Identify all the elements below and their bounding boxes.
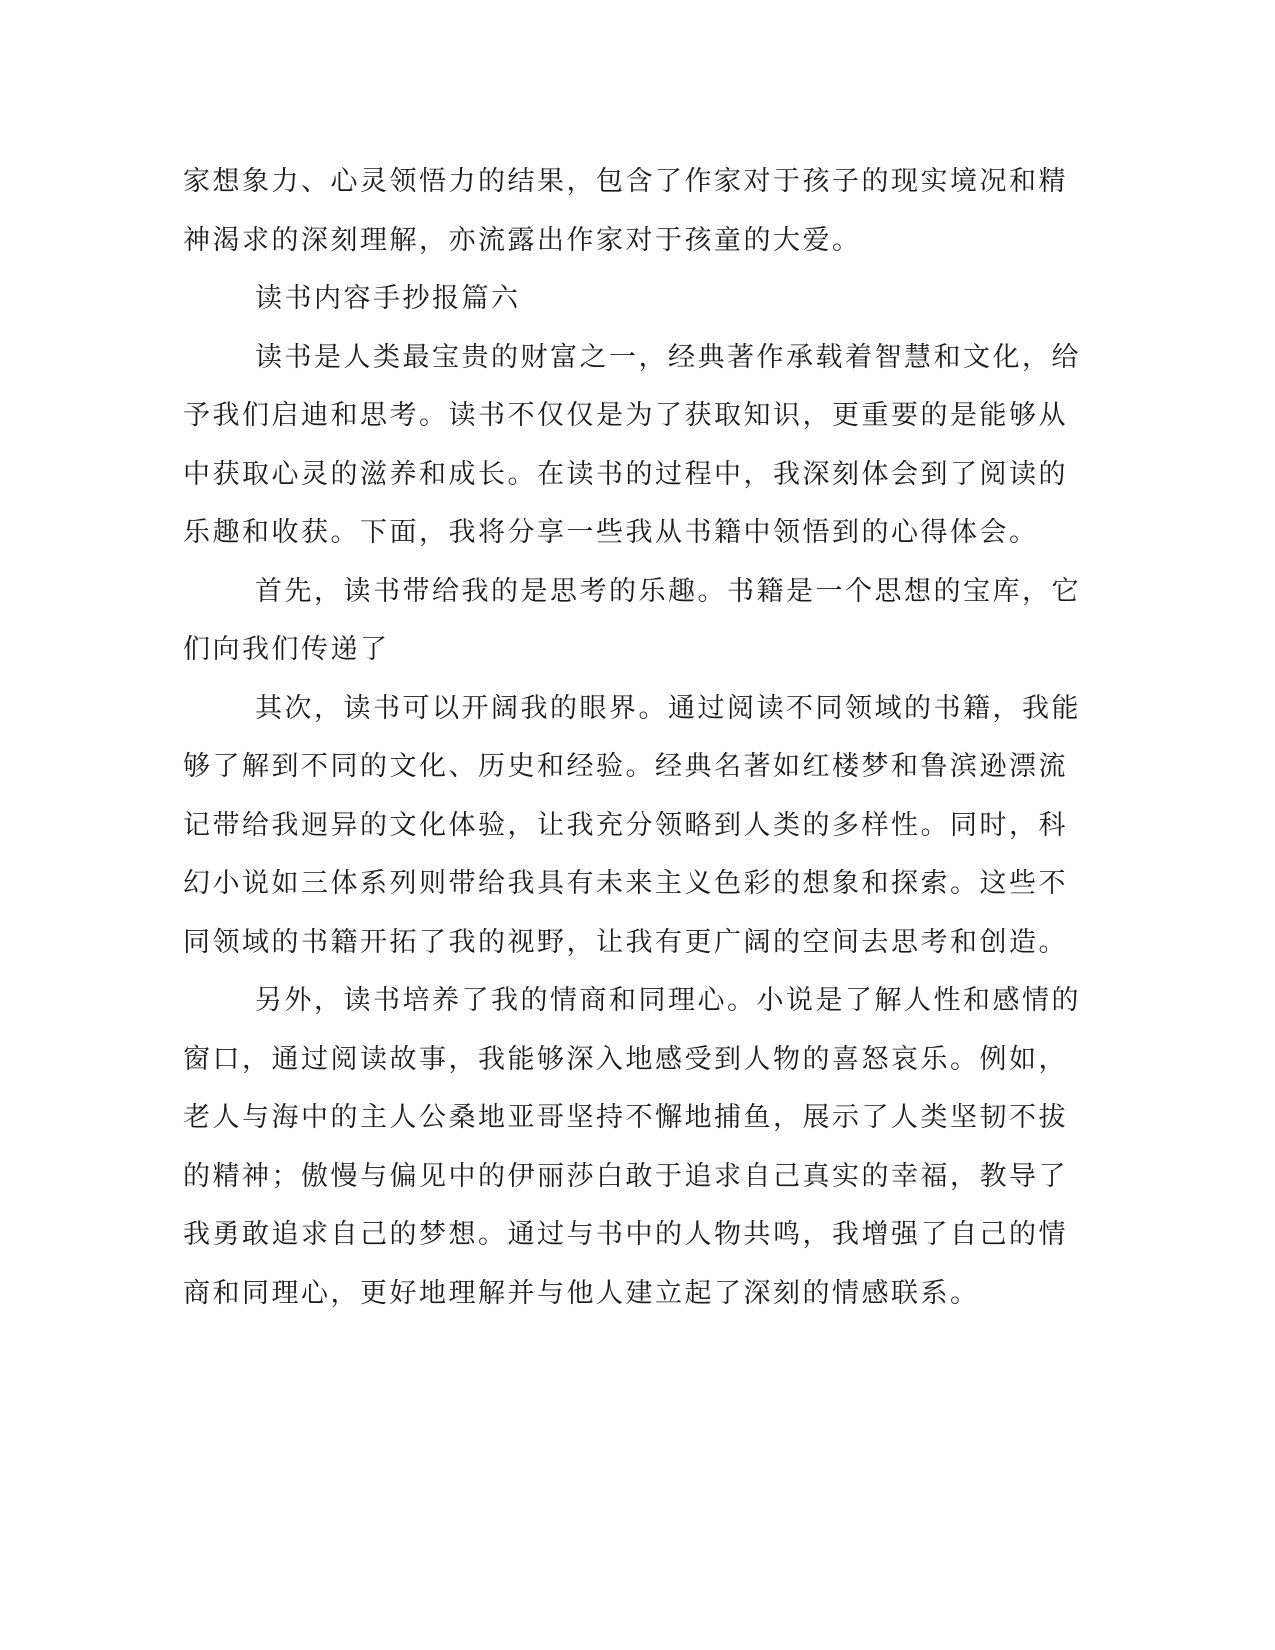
text-line: 读书是人类最宝贵的财富之一，经典著作承载着智慧和文化，给 [255,341,1081,373]
text-line: 乐趣和收获。下面，我将分享一些我从书籍中领悟到的心得体会。 [183,517,1039,548]
text-line: 的精神；傲慢与偏见中的伊丽莎白敢于追求自己真实的幸福，教导了 [183,1160,1068,1192]
text-line: 另外，读书培养了我的情商和同理心。小说是了解人性和感情的 [255,985,1081,1016]
text-line: 神渴求的深刻理解，亦流露出作家对于孩童的大爱。 [183,224,862,256]
section-heading: 读书内容手抄报篇六 [255,283,521,314]
text-line: 记带给我迥异的文化体验，让我充分领略到人类的多样性。同时，科 [183,809,1068,841]
text-line: 幻小说如三体系列则带给我具有未来主义色彩的想象和探索。这些不 [183,868,1068,899]
text-line: 老人与海中的主人公桑地亚哥坚持不懈地捕鱼，展示了人类坚韧不拔 [183,1102,1068,1133]
text-line: 家想象力、心灵领悟力的结果，包含了作家对于孩子的现实境况和精 [183,166,1068,197]
text-line: 我勇敢追求自己的梦想。通过与书中的人物共鸣，我增强了自己的情 [183,1219,1068,1250]
text-line: 首先，读书带给我的是思考的乐趣。书籍是一个思想的宝库，它 [255,575,1081,607]
text-line: 们向我们传递了 [183,634,390,665]
text-line: 其次，读书可以开阔我的眼界。通过阅读不同领域的书籍，我能 [255,692,1081,724]
text-line: 同领域的书籍开拓了我的视野，让我有更广阔的空间去思考和创造。 [183,926,1068,958]
text-line: 商和同理心，更好地理解并与他人建立起了深刻的情感联系。 [183,1277,980,1309]
text-line: 窗口，通过阅读故事，我能够深入地感受到人物的喜怒哀乐。例如， [183,1043,1068,1075]
text-line: 够了解到不同的文化、历史和经验。经典名著如红楼梦和鲁滨逊漂流 [183,751,1068,782]
document-body [183,153,1081,1323]
text-line: 中获取心灵的滋养和成长。在读书的过程中，我深刻体会到了阅读的 [183,458,1068,490]
text-line: 予我们启迪和思考。读书不仅仅是为了获取知识，更重要的是能够从 [183,400,1068,431]
